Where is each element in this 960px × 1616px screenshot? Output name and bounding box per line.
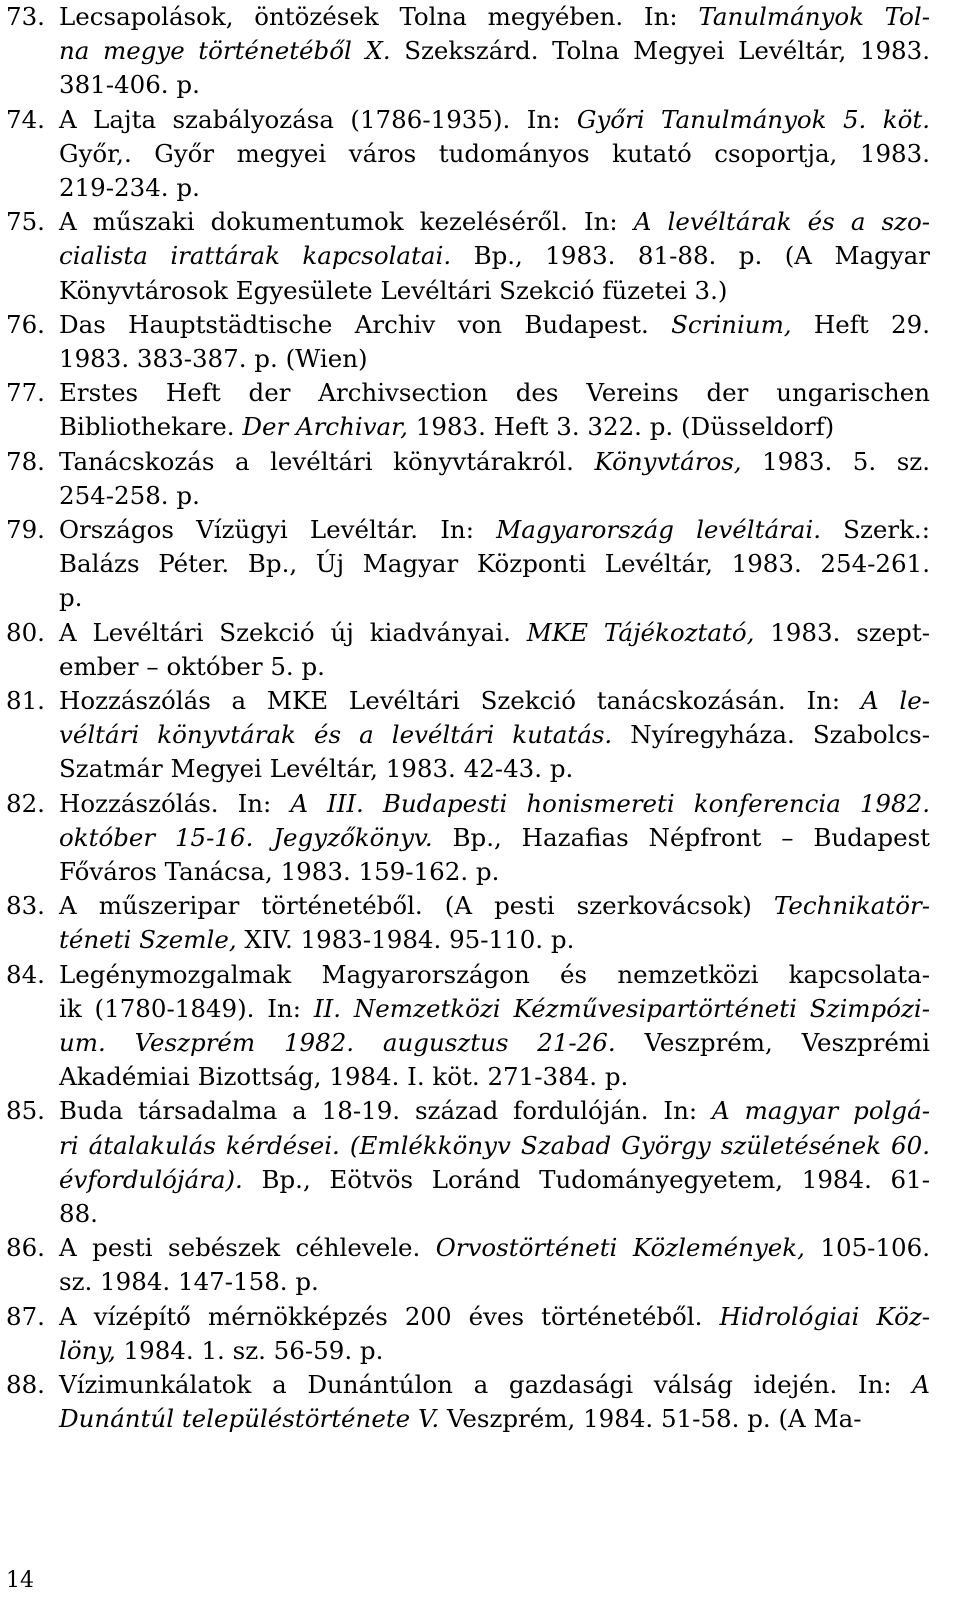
entry-line [59, 0, 930, 34]
citation-text: XIV. 1983-1984. 95-110. p. [236, 925, 575, 955]
entry-number: 76. [6, 309, 45, 339]
entry-line [59, 1026, 930, 1060]
entry-line [59, 410, 930, 444]
italic-title-text: Tanulmányok Tol- [698, 2, 930, 31]
bibliography-entry [6, 308, 930, 376]
citation-text: Könyvtárosok Egyesülete Levéltári Szekció füzetei 3.) [59, 275, 728, 305]
entry-text [59, 205, 930, 308]
italic-title-text: Dunántúl településtörténete V. [59, 1404, 440, 1434]
italic-title-text: Orvostörténeti Közlemények, [435, 1233, 805, 1263]
entry-text [59, 513, 930, 616]
page-number: 14 [6, 1568, 34, 1593]
entry-number: 83. [6, 891, 45, 921]
entry-line [59, 1231, 930, 1265]
bibliography-entry [6, 958, 930, 1095]
entry-number: 85. [6, 1096, 45, 1126]
italic-title-text: na megye történetéből X. [59, 36, 391, 66]
italic-title-text: A levéltárak és a szo- [633, 207, 930, 237]
bibliography-entry [6, 0, 930, 103]
bibliography-entry [6, 1231, 930, 1299]
citation-text: Bp., Eötvös Loránd Tudományegyetem, 1984. 61- [242, 1164, 930, 1194]
bibliography-entry [6, 103, 930, 206]
italic-title-text: A magyar polgá- [712, 1096, 930, 1126]
entry-line [59, 1300, 930, 1334]
italic-title-text: téneti Szemle, [59, 925, 237, 955]
citation-text: Veszprém, Veszprémi [615, 1027, 930, 1057]
italic-title-text: Könyvtáros, [594, 446, 742, 476]
citation-text: A műszeripar történetéből. (A pesti szerkovácsok) [59, 891, 774, 921]
bibliography-entry [6, 445, 930, 513]
italic-title-text: Győri Tanulmányok 5. köt. [576, 104, 930, 134]
citation-text: Bibliothekare. [59, 412, 243, 442]
entry-text [59, 616, 930, 684]
bibliography-entry [6, 889, 930, 957]
entry-line [59, 923, 930, 957]
entry-line [59, 547, 930, 581]
italic-title-text: Technikatör- [773, 891, 930, 921]
entry-number: 79. [6, 515, 45, 544]
italic-title-text: október 15-16. Jegyzőkönyv. [59, 822, 433, 852]
entry-number: 74. [6, 104, 45, 134]
citation-text: Bp., Hazafias Népfront – Budapest [432, 822, 930, 852]
citation-text: Szekszárd. Tolna Megyei Levéltár, 1983. [390, 36, 931, 66]
citation-text: Országos Vízügyi Levéltár. In: [59, 515, 497, 544]
citation-text: p. [59, 583, 83, 613]
entry-line [59, 342, 930, 376]
entry-line [59, 34, 930, 68]
entry-line [59, 752, 930, 786]
citation-text: Nyíregyháza. Szabolcs- [612, 720, 930, 750]
citation-text: Akadémiai Bizottság, 1984. I. köt. 271-384. p. [59, 1062, 629, 1092]
entry-line [59, 239, 930, 273]
citation-text: Legénymozgalmak Magyarországon és nemzetközi kapcsolata- [59, 959, 930, 989]
bibliography-entry [6, 1368, 930, 1436]
bibliography-entry [6, 684, 930, 787]
citation-text: Szerk.: [821, 515, 930, 544]
entry-text [59, 1231, 930, 1299]
entry-line [59, 1129, 930, 1163]
italic-title-text: cialista irattárak kapcsolatai. [59, 241, 452, 271]
entry-text [59, 103, 930, 206]
citation-text: sz. 1984. 147-158. p. [59, 1267, 319, 1297]
entry-line [59, 137, 930, 171]
citation-text: A Lajta szabályozása (1786-1935). In: [59, 104, 577, 134]
entry-line [59, 889, 930, 923]
citation-text: 1983. 383-387. p. (Wien) [59, 343, 368, 373]
italic-title-text: A III. Budapesti honismereti konferencia 1982. [290, 788, 930, 818]
entry-text [59, 1300, 930, 1368]
citation-text: Vízimunkálatok a Dunántúlon a gazdasági válság idején. In: [59, 1370, 913, 1399]
citation-text: Tanácskozás a levéltári könyvtárakról. [59, 446, 595, 476]
citation-text: 88. [59, 1198, 98, 1228]
bibliography-entry [6, 1300, 930, 1368]
italic-title-text: évfordulójára). [59, 1164, 243, 1194]
entry-text [59, 1094, 930, 1231]
entry-line [59, 171, 930, 205]
citation-text: Balázs Péter. Bp., Új Magyar Központi Levéltár, 1983. 254-261. [59, 549, 930, 579]
entry-number: 77. [6, 378, 45, 408]
italic-title-text: um. Veszprém 1982. augusztus 21-26. [59, 1027, 616, 1057]
italic-title-text: Der Archivar, [242, 412, 408, 442]
citation-text: 1983. 5. sz. [741, 446, 930, 476]
entry-line [59, 650, 930, 684]
entry-line [59, 1163, 930, 1197]
entry-line [59, 684, 930, 718]
entry-line [59, 718, 930, 752]
entry-text [59, 1368, 930, 1436]
entry-line [59, 103, 930, 137]
entry-line [59, 787, 930, 821]
citation-text: 1983. szept- [754, 617, 930, 647]
entry-text [59, 684, 930, 787]
citation-text: A Levéltári Szekció új kiadványai. [59, 617, 527, 647]
entry-number: 75. [6, 207, 45, 237]
entry-number: 73. [6, 2, 45, 31]
citation-text: Veszprém, 1984. 51-58. p. (A Ma- [439, 1404, 862, 1434]
italic-title-text: Hidrológiai Köz- [719, 1301, 931, 1331]
citation-text: Erstes Heft der Archivsection des Vereins der ungarischen [59, 378, 930, 408]
italic-title-text: II. Nemzetközi Kézművesipartörténeti Szimpózi- [313, 993, 930, 1023]
bibliography-entry [6, 1094, 930, 1231]
citation-text: Hozzászólás a MKE Levéltári Szekció tanácskozásán. In: [59, 686, 861, 715]
entry-number: 81. [6, 686, 45, 715]
entry-line [59, 479, 930, 513]
entry-line [59, 1094, 930, 1128]
italic-title-text: MKE Tájékoztató, [526, 617, 755, 647]
citation-text: Szatmár Megyei Levéltár, 1983. 42-43. p. [59, 754, 574, 784]
italic-title-text: Magyarország levéltárai. [496, 515, 821, 544]
bibliography-entry [6, 787, 930, 890]
citation-text: ember – október 5. p. [59, 651, 325, 681]
citation-text: Heft 29. [791, 309, 930, 339]
entry-number: 78. [6, 446, 45, 476]
bibliography-entry [6, 616, 930, 684]
entry-text [59, 958, 930, 1095]
citation-text: A pesti sebészek céhlevele. [59, 1233, 436, 1263]
entry-line [59, 1197, 930, 1231]
entry-text [59, 889, 930, 957]
entry-number: 84. [6, 959, 45, 989]
entry-line [59, 1402, 930, 1436]
bibliography-entry [6, 376, 930, 444]
citation-text: 219-234. p. [59, 172, 200, 202]
citation-text: ik (1780-1849). In: [59, 993, 314, 1023]
entry-line [59, 1060, 930, 1094]
citation-text: Győr,. Győr megyei város tudományos kutató csoportja, 1983. [59, 138, 930, 168]
citation-text: Das Hauptstädtische Archiv von Budapest. [59, 309, 672, 339]
bibliography-entry [6, 205, 930, 308]
entry-text [59, 308, 930, 376]
citation-text: 105-106. [804, 1233, 930, 1263]
entry-line [59, 205, 930, 239]
entry-text [59, 787, 930, 890]
entry-line [59, 445, 930, 479]
citation-text: 1983. Heft 3. 322. p. (Düsseldorf) [407, 412, 835, 442]
entry-text [59, 445, 930, 513]
entry-line [59, 308, 930, 342]
entry-line [59, 274, 930, 308]
entry-line [59, 958, 930, 992]
citation-text: 1984. 1. sz. 56-59. p. [115, 1335, 384, 1365]
entry-line [59, 1334, 930, 1368]
italic-title-text: löny, [59, 1335, 116, 1365]
entry-line [59, 68, 930, 102]
italic-title-text: véltári könyvtárak és a levéltári kutatás. [59, 720, 613, 750]
entry-number: 88. [6, 1370, 45, 1399]
entry-line [59, 992, 930, 1026]
entry-line [59, 855, 930, 889]
entry-line [59, 821, 930, 855]
citation-text: A műszaki dokumentumok kezeléséről. In: [59, 207, 634, 237]
entry-line [59, 513, 930, 547]
citation-text: 254-258. p. [59, 480, 200, 510]
italic-title-text: A [912, 1370, 930, 1399]
entry-number: 80. [6, 617, 45, 647]
citation-text: Hozzászólás. In: [59, 788, 291, 818]
italic-title-text: Scrinium, [671, 309, 792, 339]
entry-text [59, 376, 930, 444]
citation-text: 381-406. p. [59, 70, 200, 100]
citation-text: Lecsapolások, öntözések Tolna megyében. In: [59, 2, 699, 31]
entry-number: 87. [6, 1301, 45, 1331]
citation-text: A vízépítő mérnökképzés 200 éves történetéből. [59, 1301, 720, 1331]
bibliography-entry [6, 513, 930, 616]
entry-line [59, 581, 930, 615]
italic-title-text: ri átalakulás kérdései. (Emlékkönyv Szabad György születésének 60. [59, 1130, 930, 1160]
entry-number: 86. [6, 1233, 45, 1263]
entry-line [59, 1368, 930, 1402]
entry-line [59, 376, 930, 410]
entry-text [59, 0, 930, 103]
citation-text: Buda társadalma a 18-19. század fordulóján. In: [59, 1096, 712, 1126]
entry-line [59, 1265, 930, 1299]
entry-line [59, 616, 930, 650]
citation-text: Főváros Tanácsa, 1983. 159-162. p. [59, 856, 500, 886]
citation-text: Bp., 1983. 81-88. p. (A Magyar [451, 241, 930, 271]
italic-title-text: A le- [860, 686, 930, 715]
entry-number: 82. [6, 788, 45, 818]
